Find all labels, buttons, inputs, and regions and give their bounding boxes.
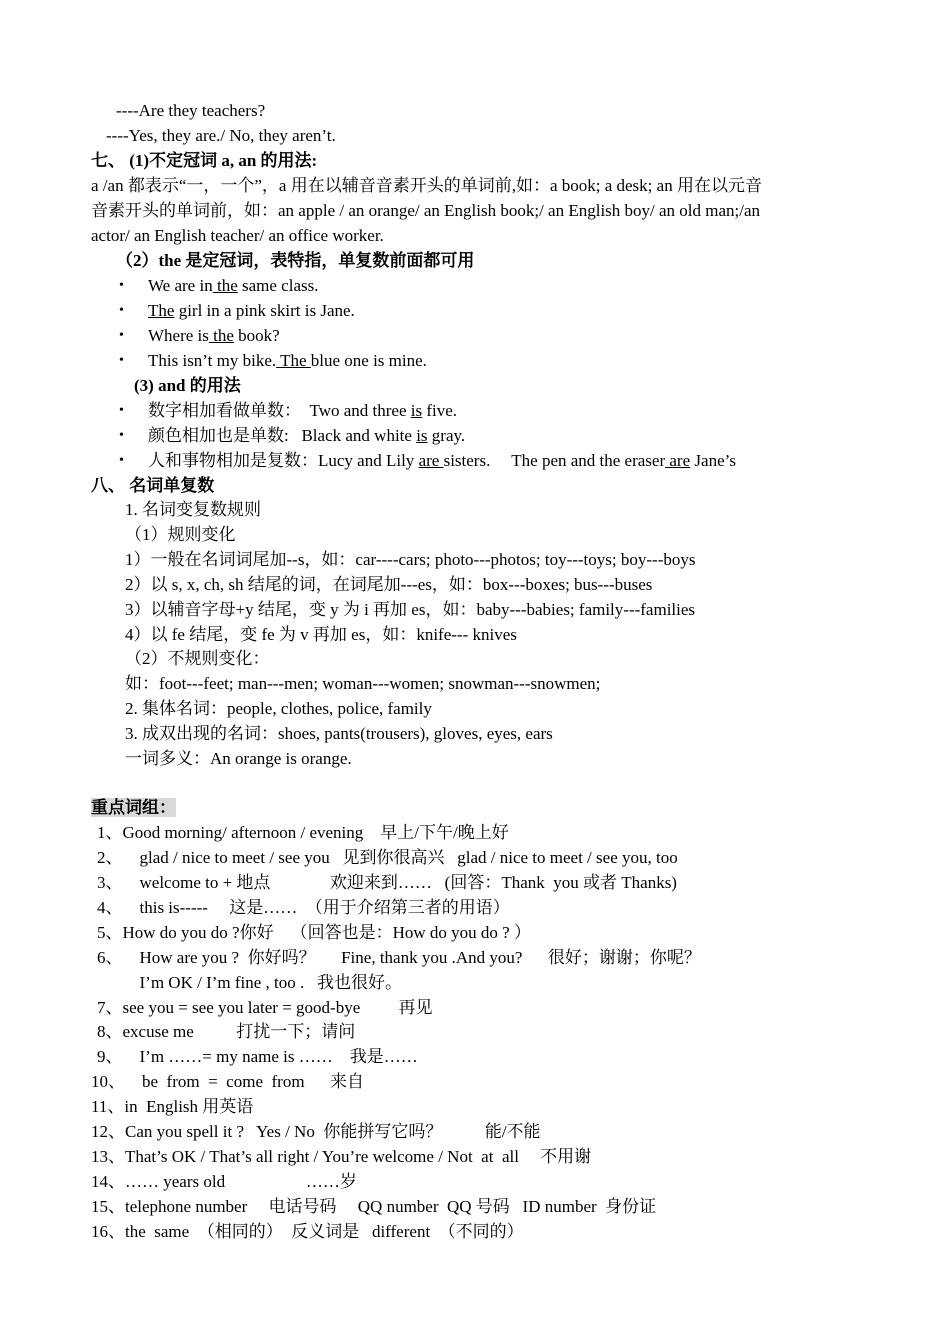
phrase-item: 8、excuse me 打扰一下；请问 bbox=[97, 1022, 356, 1041]
phrase-item: 9、 I’m ……= my name is …… 我是…… bbox=[97, 1047, 418, 1066]
phrase-item: 6、 How are you ? 你好吗？ Fine, thank you .And you? 很好；谢谢；你呢？ bbox=[97, 948, 701, 967]
section7-intro-line3: actor/ an English teacher/ an office worker. bbox=[91, 226, 384, 245]
phrase-item: 1、Good morning/ afternoon / evening 早上/下午/晚上好 bbox=[97, 823, 509, 842]
and-example: 颜色相加也是单数: Black and white is gray. bbox=[148, 426, 466, 445]
section7-intro-line2: 音素开头的单词前，如：an apple / an orange/ an English book;/ an English boy/ an old man;/an bbox=[91, 201, 761, 220]
section8-line: 一词多义：An orange is orange. bbox=[125, 749, 352, 768]
section8-line: 1. 名词变复数规则 bbox=[125, 500, 261, 519]
dialogue-question: ----Are they teachers? bbox=[116, 101, 266, 120]
phrase-item: 12、Can you spell it ? Yes / No 你能拼写它吗？ 能/不能 bbox=[91, 1122, 541, 1141]
phrases-heading: 重点词组： bbox=[91, 798, 176, 817]
phrase-item: 5、How do you do ?你好 （回答也是：How do you do ? ） bbox=[97, 923, 531, 942]
bullet-icon: • bbox=[119, 453, 124, 468]
the-example: The girl in a pink skirt is Jane. bbox=[148, 301, 355, 320]
bullet-icon: • bbox=[119, 278, 124, 293]
phrase-item: 4、 this is----- 这是…… （用于介绍第三者的用语） bbox=[97, 898, 510, 917]
section7-sub2-heading: （2）the 是定冠词，表特指，单复数前面都可用 bbox=[116, 251, 475, 270]
section8-line: 2. 集体名词：people, clothes, police, family bbox=[125, 699, 432, 718]
phrase-item: 3、 welcome to + 地点 欢迎来到…… (回答：Thank you 或者 Thanks) bbox=[97, 873, 677, 892]
section8-line: 1）一般在名词词尾加--s，如：car----cars; photo---photos; toy---toys; boy---boys bbox=[125, 550, 696, 569]
bullet-icon: • bbox=[119, 428, 124, 443]
bullet-icon: • bbox=[119, 328, 124, 343]
section8-line: 如：foot---feet; man---men; woman---women; snowman---snowmen; bbox=[125, 674, 601, 693]
bullet-icon: • bbox=[119, 353, 124, 368]
and-example: 人和事物相加是复数：Lucy and Lily are sisters. The pen and the eraser are Jane’s bbox=[148, 451, 736, 470]
section7-sub3-heading: (3) and 的用法 bbox=[134, 376, 241, 395]
the-example: This isn’t my bike. The blue one is mine. bbox=[148, 351, 427, 370]
the-example: We are in the same class. bbox=[148, 276, 319, 295]
section8-line: 2）以 s, x, ch, sh 结尾的词，在词尾加---es，如：box---boxes; bus---buses bbox=[125, 575, 653, 594]
phrase-item: 16、the same （相同的） 反义词是 different （不同的） bbox=[91, 1222, 524, 1241]
and-example: 数字相加看做单数： Two and three is five. bbox=[148, 401, 458, 420]
section8-line: 3）以辅音字母+y 结尾，变 y 为 i 再加 es，如：baby---babies; family---families bbox=[125, 600, 696, 619]
phrase-item: 11、in English 用英语 bbox=[91, 1097, 254, 1116]
phrase-item: 10、 be from = come from 来自 bbox=[91, 1072, 365, 1091]
section7-intro-line1: a /an 都表示“一，一个”，a 用在以辅音音素开头的单词前,如：a book; a desk; an 用在以元音 bbox=[91, 176, 762, 195]
phrase-item: 15、telephone number 电话号码 QQ number QQ 号码 ID number 身份证 bbox=[91, 1197, 657, 1216]
dialogue-answer: ----Yes, they are./ No, they aren’t. bbox=[106, 126, 336, 145]
phrase-item: 2、 glad / nice to meet / see you 见到你很高兴 glad / nice to meet / see you, too bbox=[97, 848, 678, 867]
section8-line: 3. 成双出现的名词：shoes, pants(trousers), gloves, eyes, ears bbox=[125, 724, 553, 743]
phrase-item: 13、That’s OK / That’s all right / You’re welcome / Not at all 不用谢 bbox=[91, 1147, 592, 1166]
section8-line: （2）不规则变化： bbox=[125, 649, 270, 668]
section7-heading: 七、 (1)不定冠词 a, an 的用法: bbox=[91, 151, 318, 170]
section8-line: （1）规则变化 bbox=[125, 525, 236, 544]
section8-heading: 八、 名词单复数 bbox=[91, 476, 215, 495]
section8-line: 4）以 fe 结尾，变 fe 为 v 再加 es，如：knife--- knives bbox=[125, 625, 517, 644]
the-example: Where is the book? bbox=[148, 326, 280, 345]
phrase-item: I’m OK / I’m fine , too . 我也很好。 bbox=[97, 973, 403, 992]
phrase-item: 14、…… years old ……岁 bbox=[91, 1172, 357, 1191]
bullet-icon: • bbox=[119, 403, 124, 418]
phrase-item: 7、see you = see you later = good-bye 再见 bbox=[97, 998, 433, 1017]
bullet-icon: • bbox=[119, 303, 124, 318]
